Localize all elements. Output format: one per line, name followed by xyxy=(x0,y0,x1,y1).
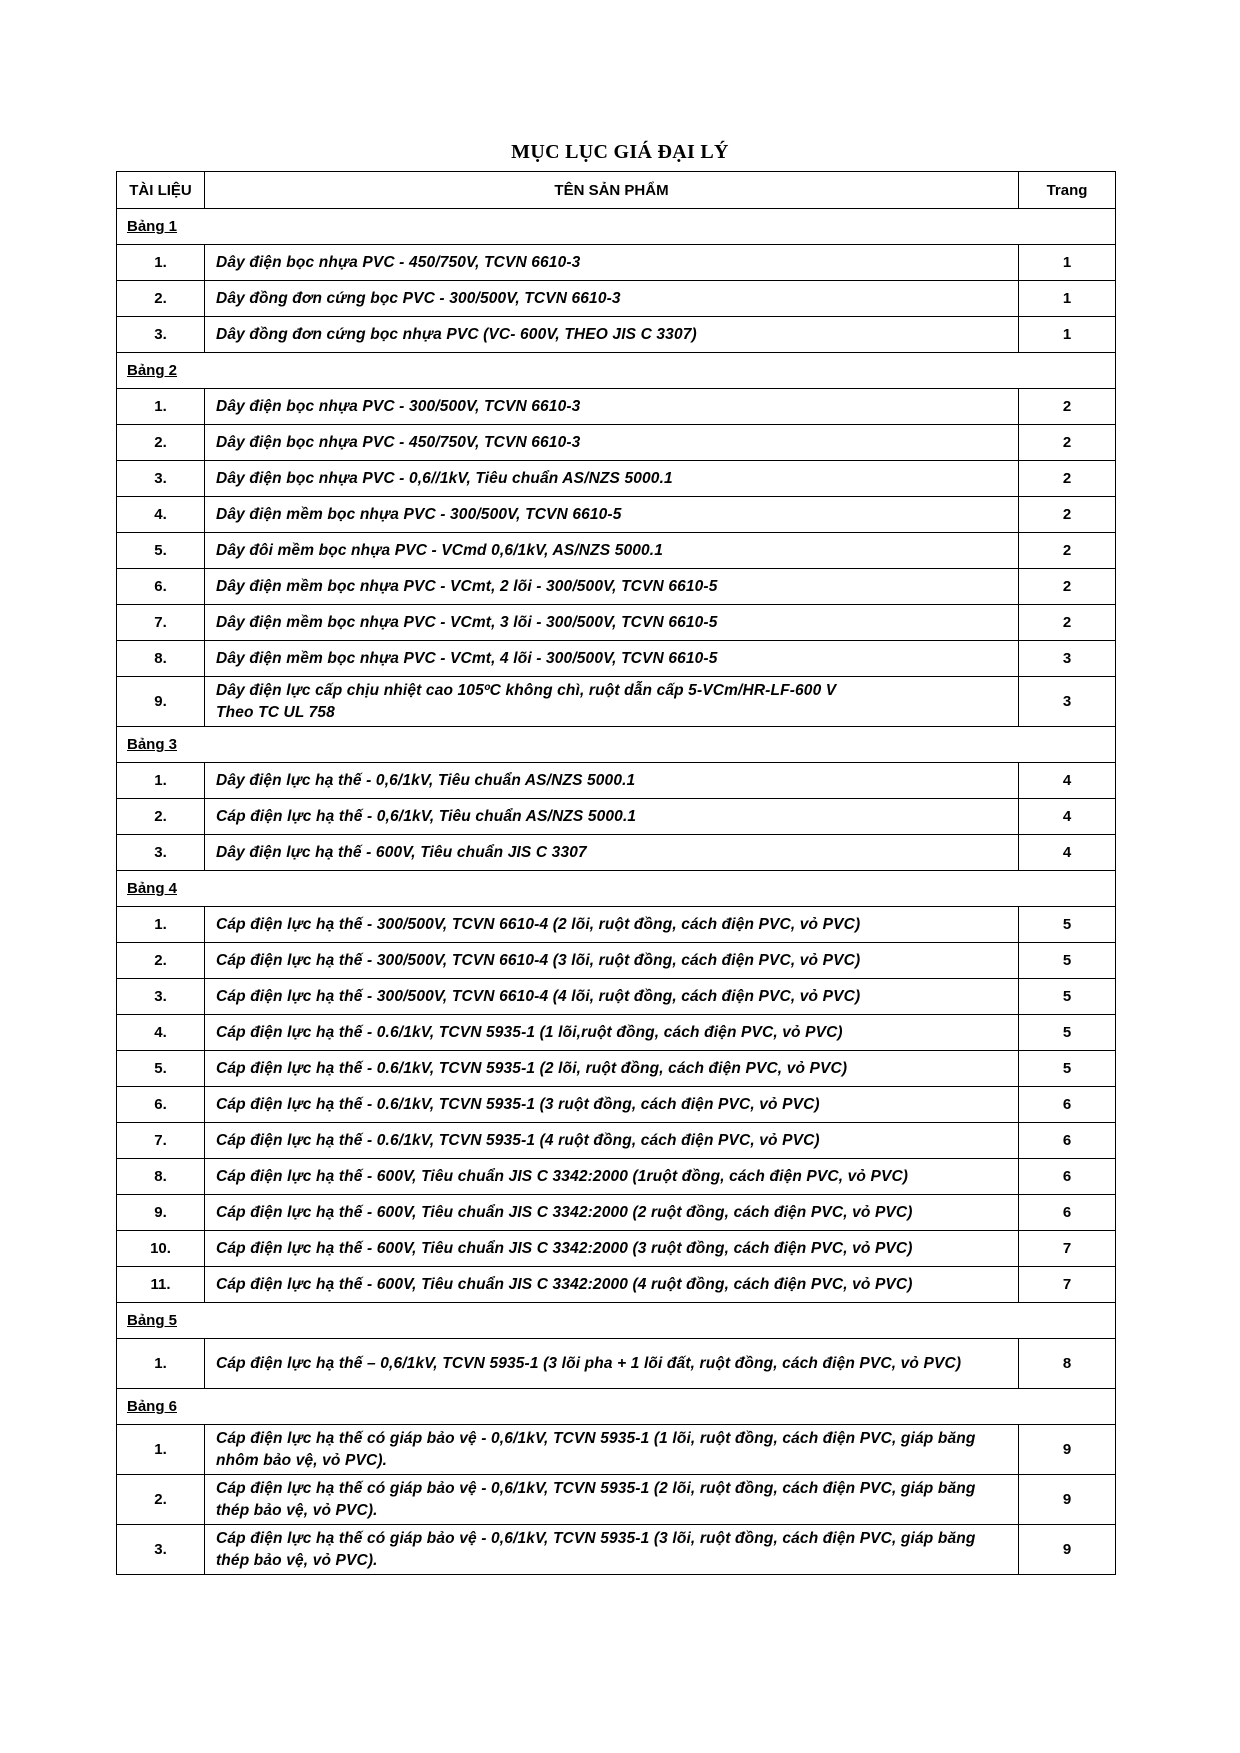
product-name: Cáp điện lực hạ thế - 0,6/1kV, Tiêu chuẩn AS/NZS 5000.1 xyxy=(216,807,637,825)
product-name: Cáp điện lực hạ thế - 300/500V, TCVN 6610-4 (2 lõi, ruột đồng, cách điện PVC, vỏ PVC) xyxy=(216,915,861,933)
product-name-cell xyxy=(205,317,1019,353)
table-row xyxy=(117,835,1116,871)
product-name: Cáp điện lực hạ thế - 0.6/1kV, TCVN 5935-1 (4 ruột đồng, cách điện PVC, vỏ PVC) xyxy=(216,1131,820,1149)
item-number: 8. xyxy=(117,641,205,677)
table-row xyxy=(117,907,1116,943)
section-label: Bảng 3 xyxy=(117,727,1116,763)
product-name: Dây điện mềm bọc nhựa PVC - VCmt, 4 lõi - 300/500V, TCVN 6610-5 xyxy=(216,649,718,667)
table-row xyxy=(117,1087,1116,1123)
product-name-cell xyxy=(205,835,1019,871)
product-name-cell xyxy=(205,1123,1019,1159)
table-row xyxy=(117,799,1116,835)
product-name-cell xyxy=(205,1475,1019,1525)
item-number: 7. xyxy=(117,1123,205,1159)
product-name: Cáp điện lực hạ thế có giáp bảo vệ - 0,6/1kV, TCVN 5935-1 (2 lõi, ruột đồng, cách điện PVC, giáp băng thép bảo vệ, vỏ PVC). xyxy=(216,1479,976,1519)
table-row xyxy=(117,533,1116,569)
item-number: 10. xyxy=(117,1231,205,1267)
product-name-cell xyxy=(205,533,1019,569)
product-name: Cáp điện lực hạ thế - 300/500V, TCVN 6610-4 (4 lõi, ruột đồng, cách điện PVC, vỏ PVC) xyxy=(216,987,861,1005)
table-row xyxy=(117,281,1116,317)
page-number: 1 xyxy=(1019,245,1116,281)
product-name-cell xyxy=(205,281,1019,317)
product-name: Cáp điện lực hạ thế - 0.6/1kV, TCVN 5935-1 (2 lõi, ruột đồng, cách điện PVC, vỏ PVC) xyxy=(216,1059,848,1077)
page-number: 4 xyxy=(1019,763,1116,799)
item-number: 5. xyxy=(117,1051,205,1087)
product-name: Dây điện bọc nhựa PVC - 300/500V, TCVN 6610-3 xyxy=(216,397,581,415)
section-label: Bảng 6 xyxy=(117,1389,1116,1425)
item-number: 6. xyxy=(117,1087,205,1123)
product-name-cell xyxy=(205,1267,1019,1303)
product-name: Dây điện lực hạ thế - 0,6/1kV, Tiêu chuẩn AS/NZS 5000.1 xyxy=(216,771,636,789)
page-number: 2 xyxy=(1019,569,1116,605)
table-row xyxy=(117,641,1116,677)
page-number: 9 xyxy=(1019,1425,1116,1475)
product-name-cell xyxy=(205,641,1019,677)
product-name-cell xyxy=(205,569,1019,605)
item-number: 3. xyxy=(117,317,205,353)
product-name: Dây điện mềm bọc nhựa PVC - VCmt, 3 lõi - 300/500V, TCVN 6610-5 xyxy=(216,613,718,631)
page-number: 5 xyxy=(1019,943,1116,979)
product-name-cell xyxy=(205,389,1019,425)
table-row xyxy=(117,605,1116,641)
page-number: 9 xyxy=(1019,1525,1116,1575)
product-name-cell xyxy=(205,677,1019,727)
toc-body xyxy=(117,209,1116,1575)
item-number: 2. xyxy=(117,425,205,461)
item-number: 1. xyxy=(117,763,205,799)
table-row xyxy=(117,1231,1116,1267)
product-name: Dây đôi mềm bọc nhựa PVC - VCmd 0,6/1kV, AS/NZS 5000.1 xyxy=(216,541,664,559)
product-name-line2: Theo TC UL 758 xyxy=(216,703,335,721)
header-doc: TÀI LIỆU xyxy=(117,172,205,209)
product-name: Cáp điện lực hạ thế - 0.6/1kV, TCVN 5935-1 (1 lõi,ruột đồng, cách điện PVC, vỏ PVC) xyxy=(216,1023,843,1041)
header-product: TÊN SẢN PHẨM xyxy=(205,172,1019,209)
page-title: MỤC LỤC GIÁ ĐẠI LÝ xyxy=(511,141,729,163)
table-row xyxy=(117,943,1116,979)
product-name: Cáp điện lực hạ thế có giáp bảo vệ - 0,6/1kV, TCVN 5935-1 (1 lõi, ruột đồng, cách điện PVC, giáp băng nhôm bảo vệ, vỏ PVC). xyxy=(216,1429,976,1469)
item-number: 3. xyxy=(117,979,205,1015)
item-number: 2. xyxy=(117,943,205,979)
page-number: 5 xyxy=(1019,907,1116,943)
table-row xyxy=(117,1123,1116,1159)
page-number: 5 xyxy=(1019,1051,1116,1087)
section-label: Bảng 4 xyxy=(117,871,1116,907)
page-number: 2 xyxy=(1019,425,1116,461)
table-row xyxy=(117,979,1116,1015)
product-name: Dây điện bọc nhựa PVC - 0,6//1kV, Tiêu chuẩn AS/NZS 5000.1 xyxy=(216,469,673,487)
header-row xyxy=(117,172,1116,209)
item-number: 8. xyxy=(117,1159,205,1195)
product-name-cell xyxy=(205,497,1019,533)
table-row xyxy=(117,1475,1116,1525)
section-row xyxy=(117,871,1116,907)
item-number: 2. xyxy=(117,799,205,835)
product-name-cell xyxy=(205,1525,1019,1575)
table-row xyxy=(117,461,1116,497)
item-number: 9. xyxy=(117,1195,205,1231)
product-name-cell xyxy=(205,245,1019,281)
table-row xyxy=(117,1051,1116,1087)
product-name-cell xyxy=(205,1087,1019,1123)
product-name: Cáp điện lực hạ thế - 0.6/1kV, TCVN 5935-1 (3 ruột đồng, cách điện PVC, vỏ PVC) xyxy=(216,1095,820,1113)
product-name-cell xyxy=(205,907,1019,943)
item-number: 1. xyxy=(117,1425,205,1475)
item-number: 11. xyxy=(117,1267,205,1303)
page-number: 2 xyxy=(1019,533,1116,569)
page-number: 2 xyxy=(1019,497,1116,533)
table-row xyxy=(117,1339,1116,1389)
table-row xyxy=(117,677,1116,727)
product-name: Cáp điện lực hạ thế có giáp bảo vệ - 0,6/1kV, TCVN 5935-1 (3 lõi, ruột đồng, cách điện PVC, giáp băng thép bảo vệ, vỏ PVC). xyxy=(216,1529,976,1569)
item-number: 1. xyxy=(117,1339,205,1389)
table-row xyxy=(117,1425,1116,1475)
product-name-cell xyxy=(205,1051,1019,1087)
section-row xyxy=(117,209,1116,245)
item-number: 6. xyxy=(117,569,205,605)
section-row xyxy=(117,1303,1116,1339)
page-number: 5 xyxy=(1019,1015,1116,1051)
toc-table xyxy=(116,171,1116,1575)
item-number: 3. xyxy=(117,835,205,871)
page-number: 9 xyxy=(1019,1475,1116,1525)
item-number: 1. xyxy=(117,389,205,425)
page-number: 7 xyxy=(1019,1231,1116,1267)
product-name: Cáp điện lực hạ thế - 600V, Tiêu chuẩn JIS C 3342:2000 (4 ruột đồng, cách điện PVC, vỏ PVC) xyxy=(216,1275,913,1293)
item-number: 4. xyxy=(117,1015,205,1051)
page-number: 3 xyxy=(1019,677,1116,727)
product-name-cell xyxy=(205,1015,1019,1051)
item-number: 1. xyxy=(117,245,205,281)
page-number: 2 xyxy=(1019,389,1116,425)
header-page: Trang xyxy=(1019,172,1116,209)
page-number: 6 xyxy=(1019,1087,1116,1123)
product-name: Cáp điện lực hạ thế – 0,6/1kV, TCVN 5935-1 (3 lõi pha + 1 lõi đất, ruột đồng, cách điện PVC, vỏ PVC) xyxy=(216,1354,962,1372)
item-number: 1. xyxy=(117,907,205,943)
table-row xyxy=(117,425,1116,461)
page-number: 8 xyxy=(1019,1339,1116,1389)
table-row xyxy=(117,389,1116,425)
section-label: Bảng 5 xyxy=(117,1303,1116,1339)
table-row xyxy=(117,317,1116,353)
product-name: Dây đồng đơn cứng bọc PVC - 300/500V, TCVN 6610-3 xyxy=(216,289,621,307)
product-name-cell xyxy=(205,979,1019,1015)
product-name: Dây điện bọc nhựa PVC - 450/750V, TCVN 6610-3 xyxy=(216,253,581,271)
product-name: Cáp điện lực hạ thế - 600V, Tiêu chuẩn JIS C 3342:2000 (2 ruột đồng, cách điện PVC, vỏ PVC) xyxy=(216,1203,913,1221)
item-number: 3. xyxy=(117,461,205,497)
item-number: 7. xyxy=(117,605,205,641)
product-name-cell xyxy=(205,1231,1019,1267)
product-name-cell xyxy=(205,1195,1019,1231)
section-label: Bảng 2 xyxy=(117,353,1116,389)
product-name-cell xyxy=(205,799,1019,835)
product-name: Dây điện lực cấp chịu nhiệt cao 105ºC không chì, ruột dẫn cấp 5-VCm/HR-LF-600 V xyxy=(216,681,837,699)
product-name-cell xyxy=(205,1159,1019,1195)
table-row xyxy=(117,1159,1116,1195)
item-number: 3. xyxy=(117,1525,205,1575)
product-name-cell xyxy=(205,1425,1019,1475)
page-number: 5 xyxy=(1019,979,1116,1015)
product-name: Cáp điện lực hạ thế - 600V, Tiêu chuẩn JIS C 3342:2000 (3 ruột đồng, cách điện PVC, vỏ PVC) xyxy=(216,1239,913,1257)
table-row xyxy=(117,1195,1116,1231)
page-number: 3 xyxy=(1019,641,1116,677)
table-row xyxy=(117,1015,1116,1051)
product-name-cell xyxy=(205,425,1019,461)
page-number: 6 xyxy=(1019,1159,1116,1195)
page-number: 2 xyxy=(1019,605,1116,641)
product-name-cell xyxy=(205,1339,1019,1389)
page-number: 7 xyxy=(1019,1267,1116,1303)
item-number: 2. xyxy=(117,281,205,317)
product-name-cell xyxy=(205,763,1019,799)
table-row xyxy=(117,1525,1116,1575)
table-row xyxy=(117,763,1116,799)
product-name: Dây điện mềm bọc nhựa PVC - 300/500V, TCVN 6610-5 xyxy=(216,505,622,523)
table-row xyxy=(117,497,1116,533)
page-number: 1 xyxy=(1019,281,1116,317)
page-number: 4 xyxy=(1019,835,1116,871)
product-name-cell xyxy=(205,943,1019,979)
table-row xyxy=(117,569,1116,605)
item-number: 5. xyxy=(117,533,205,569)
table-row xyxy=(117,1267,1116,1303)
page-number: 1 xyxy=(1019,317,1116,353)
item-number: 2. xyxy=(117,1475,205,1525)
page-number: 4 xyxy=(1019,799,1116,835)
page-number: 6 xyxy=(1019,1123,1116,1159)
product-name: Dây điện lực hạ thế - 600V, Tiêu chuẩn JIS C 3307 xyxy=(216,843,587,861)
product-name-cell xyxy=(205,461,1019,497)
table-row xyxy=(117,245,1116,281)
product-name-cell xyxy=(205,605,1019,641)
product-name: Cáp điện lực hạ thế - 600V, Tiêu chuẩn JIS C 3342:2000 (1ruột đồng, cách điện PVC, vỏ PVC) xyxy=(216,1167,909,1185)
product-name: Cáp điện lực hạ thế - 300/500V, TCVN 6610-4 (3 lõi, ruột đồng, cách điện PVC, vỏ PVC) xyxy=(216,951,861,969)
product-name: Dây đồng đơn cứng bọc nhựa PVC (VC- 600V, THEO JIS C 3307) xyxy=(216,325,697,343)
product-name: Dây điện bọc nhựa PVC - 450/750V, TCVN 6610-3 xyxy=(216,433,581,451)
section-row xyxy=(117,1389,1116,1425)
product-name: Dây điện mềm bọc nhựa PVC - VCmt, 2 lõi - 300/500V, TCVN 6610-5 xyxy=(216,577,718,595)
section-label: Bảng 1 xyxy=(117,209,1116,245)
page-number: 2 xyxy=(1019,461,1116,497)
section-row xyxy=(117,727,1116,763)
page-number: 6 xyxy=(1019,1195,1116,1231)
item-number: 9. xyxy=(117,677,205,727)
item-number: 4. xyxy=(117,497,205,533)
section-row xyxy=(117,353,1116,389)
